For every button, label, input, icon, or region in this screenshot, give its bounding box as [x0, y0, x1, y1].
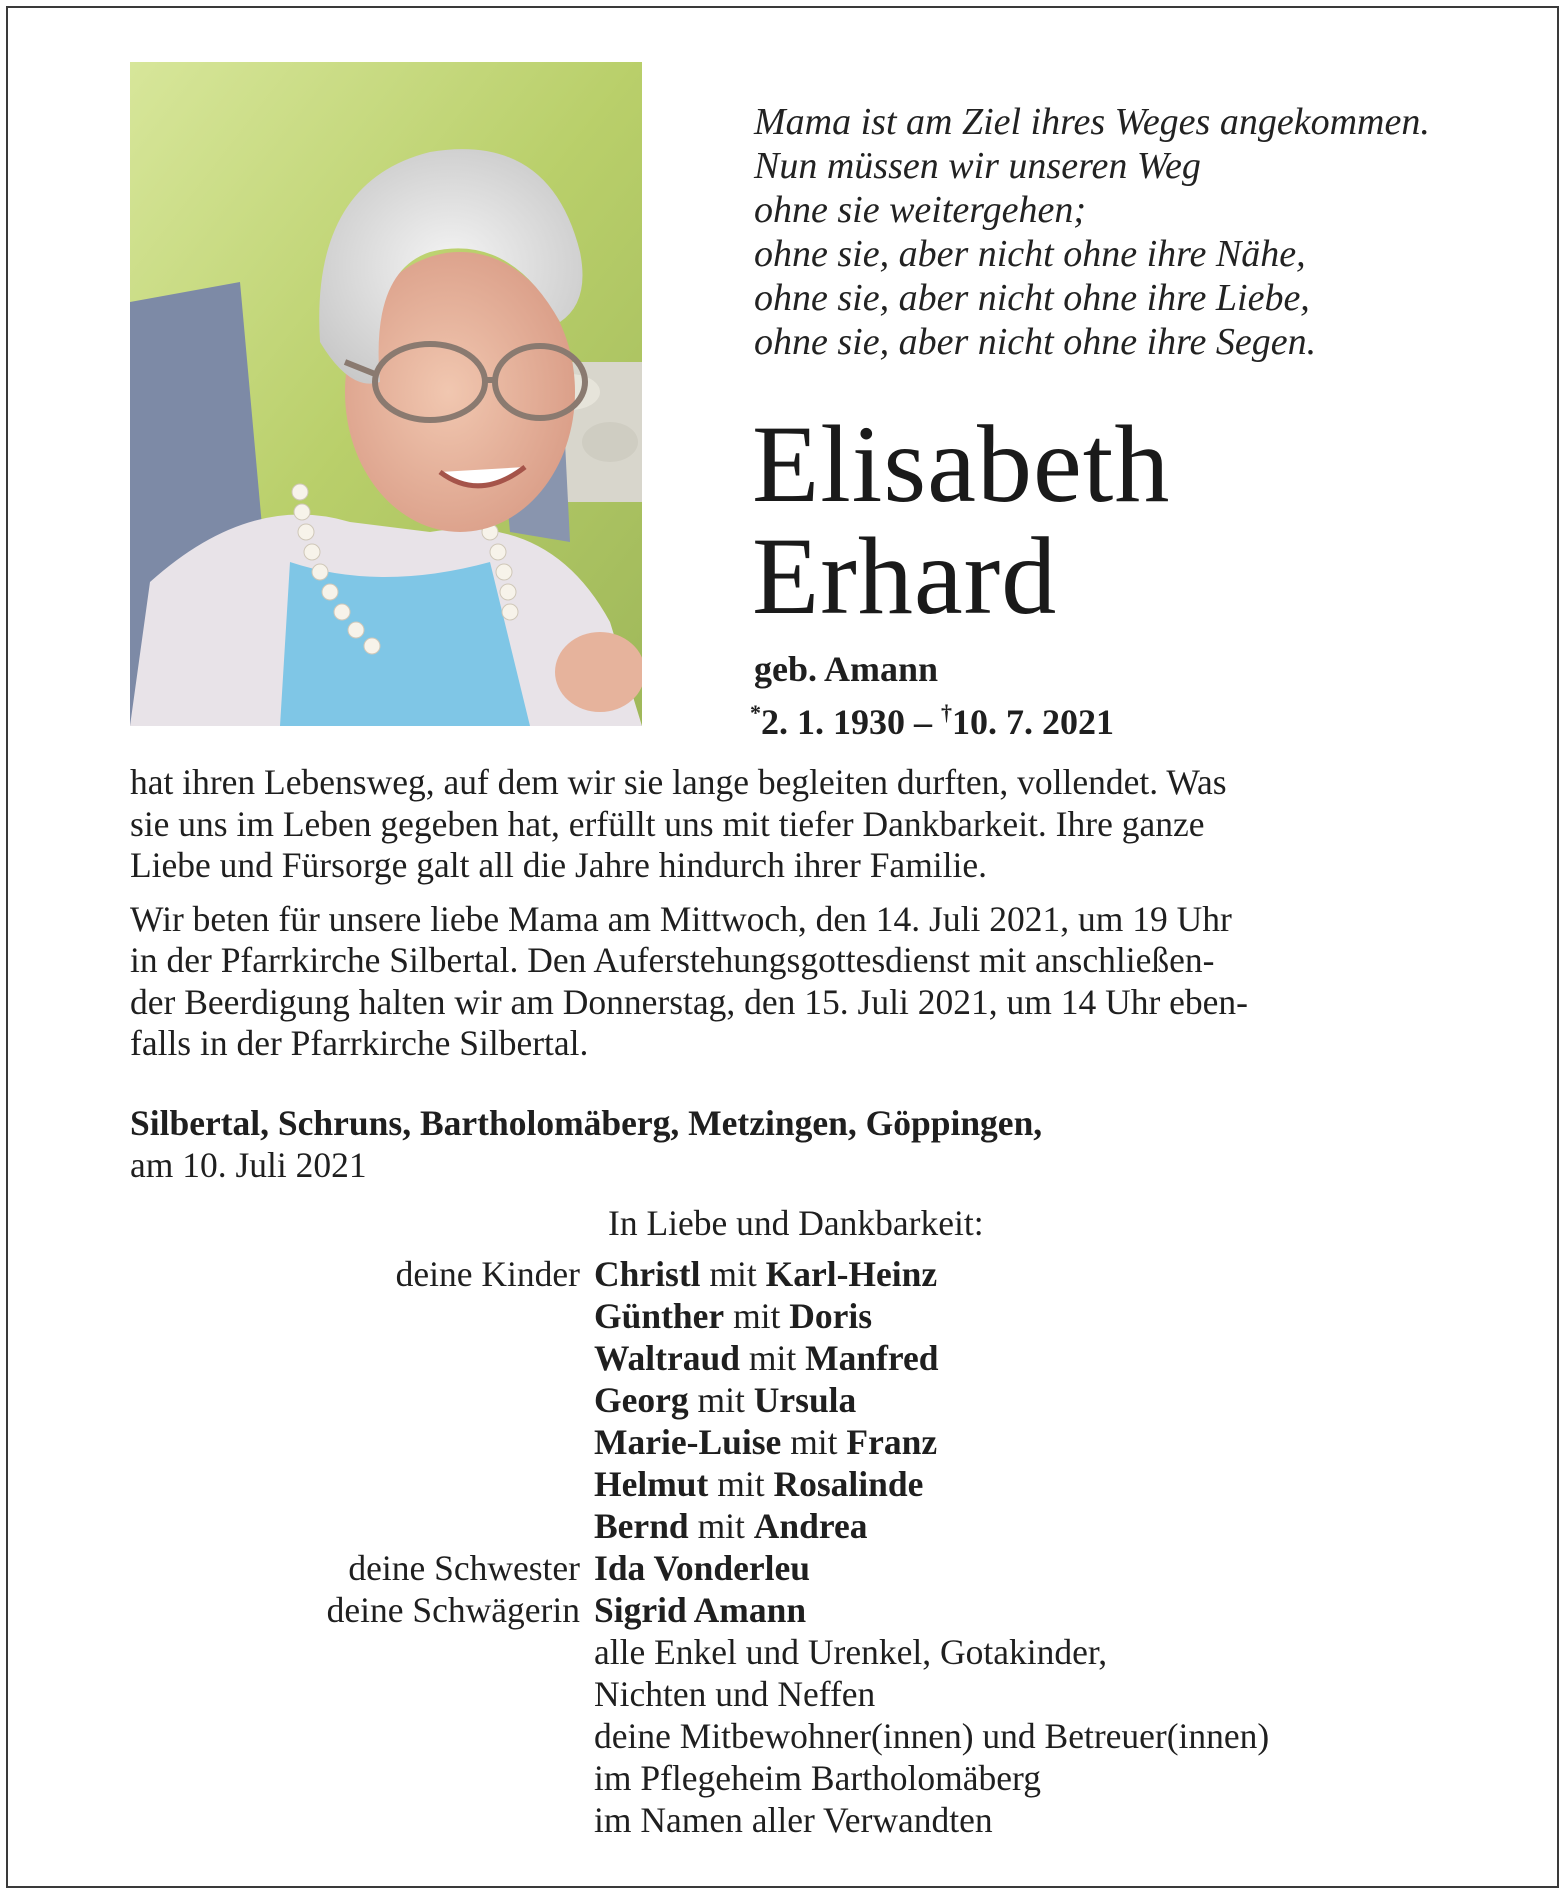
- other-mourners: alle Enkel und Urenkel, Gotakinder,: [594, 1632, 1108, 1672]
- list-item: [0, 1673, 1567, 1715]
- connector: mit: [709, 1254, 757, 1294]
- partner-name: Franz: [846, 1422, 938, 1462]
- text-line: Liebe und Fürsorge galt all die Jahre hindurch ihrer Familie.: [130, 845, 988, 885]
- text-line: Wir beten für unsere liebe Mama am Mittwoch, den 14. Juli 2021, um 19 Uhr: [130, 898, 1232, 939]
- list-item: [0, 1757, 1567, 1799]
- relation-label: deine Kinder: [395, 1254, 580, 1294]
- connector: mit: [733, 1296, 781, 1336]
- sister-in-law-name: Sigrid Amann: [594, 1590, 807, 1630]
- list-item: [0, 1547, 1567, 1589]
- child-name: Marie-Luise: [594, 1422, 782, 1462]
- text-line: der Beerdigung halten wir am Donnerstag, den 15. Juli 2021, um 14 Uhr eben-: [130, 981, 1248, 1022]
- relation-label: deine Schwägerin: [326, 1590, 580, 1630]
- connector: mit: [697, 1506, 745, 1546]
- paragraph-life: [130, 762, 1420, 887]
- child-name: Günther: [594, 1296, 725, 1336]
- poem-line: ohne sie, aber nicht ohne ihre Nähe,: [754, 233, 1306, 275]
- list-item: [0, 1631, 1567, 1673]
- child-name: Georg: [594, 1380, 689, 1420]
- birth-symbol: *: [750, 700, 761, 725]
- list-item: [0, 1379, 1567, 1421]
- other-mourners: im Pflegeheim Bartholomäberg: [594, 1758, 1041, 1798]
- poem-line: ohne sie, aber nicht ohne ihre Liebe,: [754, 277, 1310, 319]
- child-name: Christl: [594, 1254, 701, 1294]
- list-item: [0, 1337, 1567, 1379]
- poem-line: Nun müssen wir unseren Weg: [754, 145, 1201, 187]
- birth-date: 2. 1. 1930: [761, 702, 905, 742]
- life-dates: [750, 692, 1114, 743]
- relation-label: deine Schwester: [348, 1548, 580, 1588]
- death-symbol: †: [941, 700, 952, 725]
- places-date: am 10. Juli 2021: [130, 1145, 367, 1185]
- text-line: sie uns im Leben gegeben hat, erfüllt uns mit tiefer Dankbarkeit. Ihre ganze: [130, 803, 1205, 844]
- places-block: [130, 1102, 1042, 1186]
- connector: mit: [790, 1422, 838, 1462]
- partner-name: Rosalinde: [773, 1464, 924, 1504]
- list-item: [0, 1715, 1567, 1757]
- list-item: [0, 1253, 1567, 1295]
- text-line: falls in der Pfarrkirche Silbertal.: [130, 1023, 589, 1063]
- text-line: in der Pfarrkirche Silbertal. Den Auferstehungsgottesdienst mit anschließen-: [130, 940, 1215, 980]
- other-mourners: Nichten und Neffen: [594, 1674, 876, 1714]
- list-item: [0, 1505, 1567, 1547]
- partner-name: Ursula: [753, 1380, 857, 1420]
- partner-name: Karl-Heinz: [765, 1254, 938, 1294]
- places-towns: Silbertal, Schruns, Bartholomäberg, Metzingen, Göppingen,: [130, 1103, 1043, 1143]
- birth-name: geb. Amann: [754, 649, 939, 689]
- first-name: Elisabeth: [752, 403, 1171, 525]
- connector: mit: [697, 1380, 745, 1420]
- child-name: Bernd: [594, 1506, 689, 1546]
- connector: mit: [717, 1464, 765, 1504]
- sister-name: Ida Vonderleu: [594, 1548, 811, 1588]
- mourners-list: [0, 1253, 1567, 1841]
- date-dash: –: [905, 702, 941, 742]
- list-item: [0, 1421, 1567, 1463]
- paragraph-service: [130, 899, 1420, 1065]
- partner-name: Manfred: [805, 1338, 939, 1378]
- poem: [754, 100, 1514, 364]
- poem-line: Mama ist am Ziel ihres Weges angekommen.: [754, 101, 1430, 143]
- child-name: Waltraud: [594, 1338, 740, 1378]
- connector: mit: [748, 1338, 797, 1378]
- announcement-text: [130, 762, 1420, 1065]
- partner-name: Doris: [789, 1296, 873, 1336]
- poem-line: ohne sie, aber nicht ohne ihre Segen.: [754, 321, 1317, 363]
- other-mourners: deine Mitbewohner(innen) und Betreuer(innen): [594, 1716, 1270, 1756]
- mourners-intro: In Liebe und Dankbarkeit:: [608, 1203, 984, 1243]
- death-date: 10. 7. 2021: [952, 702, 1114, 742]
- poem-line: ohne sie weitergehen;: [754, 189, 1087, 231]
- deceased-name: [752, 403, 1171, 637]
- list-item: [0, 1589, 1567, 1631]
- list-item: [0, 1799, 1567, 1841]
- portrait-photo: [130, 62, 642, 726]
- child-name: Helmut: [594, 1464, 709, 1504]
- other-mourners: im Namen aller Verwandten: [594, 1800, 993, 1840]
- list-item: [0, 1295, 1567, 1337]
- partner-name: Andrea: [753, 1506, 868, 1546]
- list-item: [0, 1463, 1567, 1505]
- text-line: hat ihren Lebensweg, auf dem wir sie lange begleiten durften, vollendet. Was: [130, 762, 1227, 802]
- portrait-image: [130, 62, 642, 726]
- last-name: Erhard: [752, 515, 1058, 637]
